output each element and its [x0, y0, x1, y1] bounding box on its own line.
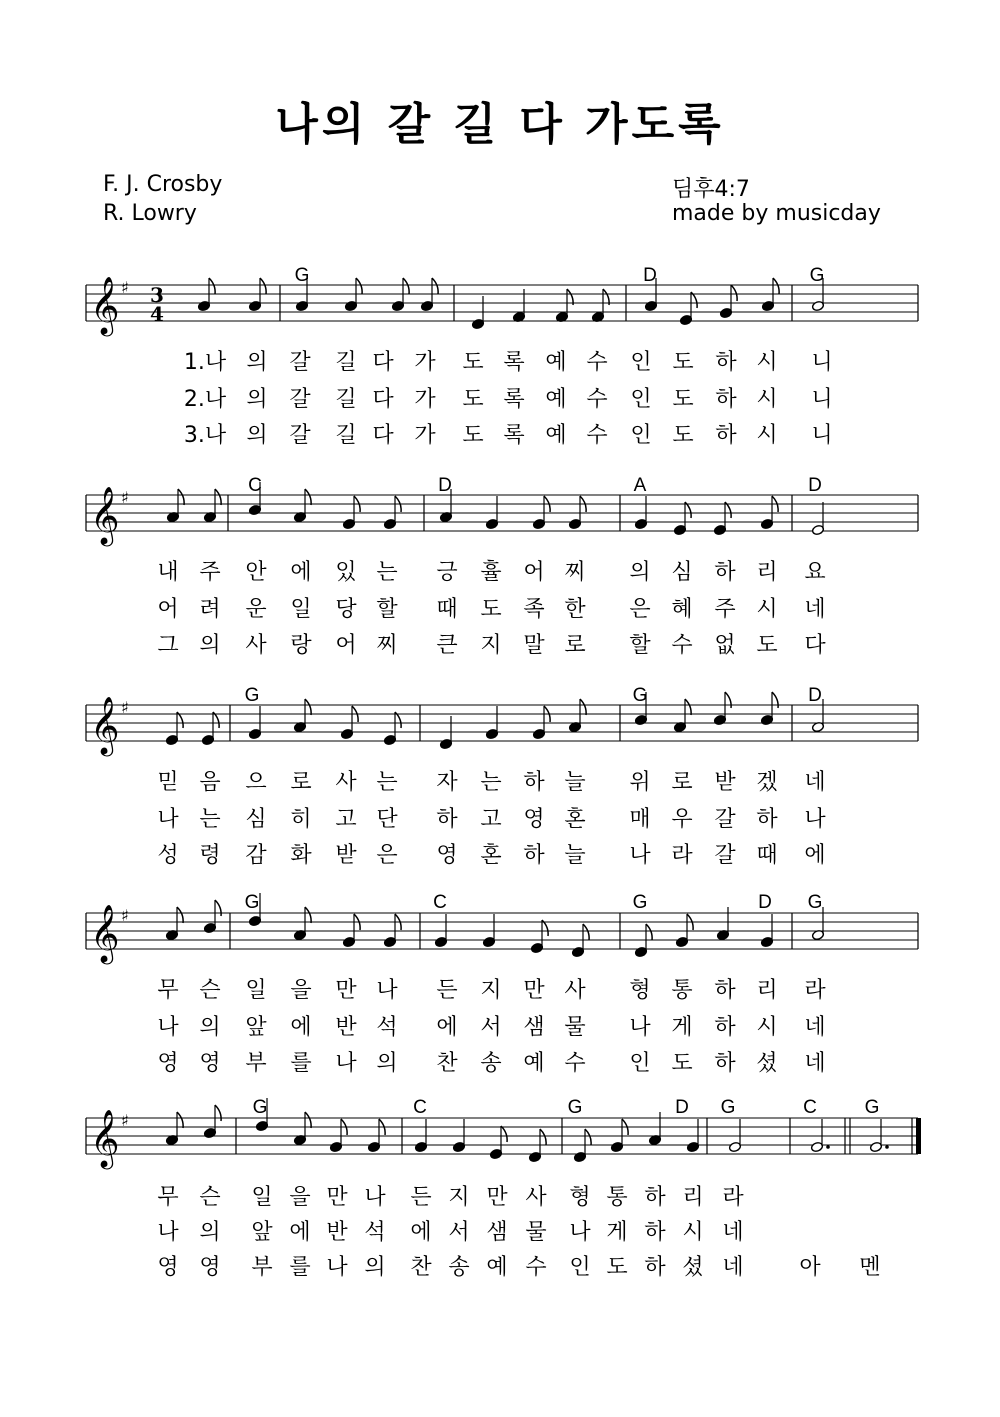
- lyric-syllable: 수: [586, 387, 608, 412]
- lyric-syllable: 영: [199, 1051, 221, 1076]
- lyric-syllable: 우: [671, 807, 693, 832]
- lyric-syllable: 그: [157, 633, 179, 658]
- chord-symbol: G: [252, 1097, 268, 1118]
- lyric-syllable: 영: [436, 843, 458, 868]
- lyric-syllable: 나: [376, 978, 398, 1003]
- lyric-syllable: 석: [376, 1015, 398, 1040]
- lyric-syllable: 하: [715, 423, 737, 448]
- lyric-syllable: 하: [644, 1255, 666, 1280]
- lyric-syllable: 의: [199, 1015, 221, 1040]
- lyric-syllable: 어: [523, 560, 545, 585]
- lyric-syllable: 위: [629, 770, 651, 795]
- lyric-syllable: 하: [756, 807, 778, 832]
- lyric-syllable: 도: [462, 423, 484, 448]
- lyric-syllable: 에: [804, 843, 826, 868]
- lyric-syllable: 가: [414, 423, 436, 448]
- composer-credit: R. Lowry: [103, 201, 197, 226]
- lyric-syllable: 는: [376, 770, 398, 795]
- lyric-syllable: 2.나: [183, 387, 227, 412]
- lyric-syllable: 긍: [436, 560, 458, 585]
- lyric-syllable: 심: [671, 560, 693, 585]
- lyric-syllable: 한: [564, 597, 586, 622]
- lyric-syllable: 찬: [410, 1255, 432, 1280]
- lyric-syllable: 시: [756, 350, 778, 375]
- lyric-syllable: 앞: [245, 1015, 267, 1040]
- lyric-syllable: 로: [671, 770, 693, 795]
- lyric-syllable: 반: [326, 1220, 348, 1245]
- lyric-syllable: 네: [804, 597, 826, 622]
- lyric-syllable: 도: [462, 387, 484, 412]
- lyric-syllable: 갈: [714, 843, 736, 868]
- lyric-syllable: 당: [335, 597, 357, 622]
- lyric-syllable: 의: [376, 1051, 398, 1076]
- lyric-syllable: 늘: [564, 843, 586, 868]
- lyric-syllable: 셨: [756, 1051, 778, 1076]
- lyric-syllable: 시: [756, 423, 778, 448]
- arranger-credit: made by musicday: [672, 201, 881, 226]
- lyric-syllable: 하: [714, 560, 736, 585]
- lyric-syllable: 주: [714, 597, 736, 622]
- lyric-syllable: 에: [436, 1015, 458, 1040]
- lyric-syllable: 도: [462, 350, 484, 375]
- lyric-syllable: 나: [804, 807, 826, 832]
- lyric-syllable: 일: [245, 978, 267, 1003]
- lyric-syllable: 로: [290, 770, 312, 795]
- lyric-syllable: 운: [245, 597, 267, 622]
- lyric-syllable: 게: [671, 1015, 693, 1040]
- lyric-syllable: 지: [448, 1185, 470, 1210]
- lyric-syllable: 만: [523, 978, 545, 1003]
- chord-symbol: D: [808, 685, 822, 706]
- lyric-syllable: 앞: [251, 1220, 273, 1245]
- lyric-syllable: 의: [199, 1220, 221, 1245]
- lyric-syllable: 에: [410, 1220, 432, 1245]
- chord-symbol: D: [758, 892, 772, 913]
- lyric-syllable: 물: [525, 1220, 547, 1245]
- lyric-syllable: 에: [290, 1015, 312, 1040]
- lyric-syllable: 휼: [480, 560, 502, 585]
- lyric-syllable: 은: [629, 597, 651, 622]
- note: [293, 1112, 311, 1146]
- lyric-syllable: 겠: [756, 770, 778, 795]
- lyric-syllable: 인: [569, 1255, 591, 1280]
- lyric-syllable: 영: [199, 1255, 221, 1280]
- note: [648, 1112, 661, 1146]
- lyric-syllable: 수: [525, 1255, 547, 1280]
- lyric-syllable: 할: [629, 633, 651, 658]
- lyric-syllable: 석: [364, 1220, 386, 1245]
- lyric-syllable: 고: [335, 807, 357, 832]
- lyric-syllable: 샘: [486, 1220, 508, 1245]
- lyric-syllable: 고: [480, 807, 502, 832]
- lyric-syllable: 나: [569, 1220, 591, 1245]
- lyric-syllable: 수: [564, 1051, 586, 1076]
- lyric-syllable: 찌: [376, 633, 398, 658]
- lyric-syllable: 갈: [289, 423, 311, 448]
- lyric-syllable: 받: [335, 843, 357, 868]
- lyric-syllable: 예: [545, 387, 567, 412]
- lyric-syllable: 만: [486, 1185, 508, 1210]
- lyric-syllable: 자: [436, 770, 458, 795]
- lyric-syllable: 혼: [480, 843, 502, 868]
- time-signature-top: 3: [150, 283, 164, 307]
- note: [165, 1112, 183, 1146]
- lyric-syllable: 아: [799, 1255, 821, 1280]
- lyric-syllable: 송: [480, 1051, 502, 1076]
- chord-symbol: G: [244, 892, 260, 913]
- lyric-syllable: 리: [756, 560, 778, 585]
- lyric-syllable: 라: [804, 978, 826, 1003]
- lyric-syllable: 의: [629, 560, 651, 585]
- page-title: 나의 갈 길 다 가도록: [275, 99, 725, 150]
- lyric-syllable: 수: [671, 633, 693, 658]
- chord-symbol: G: [720, 1097, 736, 1118]
- lyric-syllable: 하: [644, 1185, 666, 1210]
- note: [573, 1129, 591, 1163]
- lyric-syllable: 사: [525, 1185, 547, 1210]
- lyric-syllable: 갈: [289, 350, 311, 375]
- lyric-syllable: 1.나: [183, 350, 227, 375]
- lyric-syllable: 내: [157, 560, 179, 585]
- lyricist-credit: F. J. Crosby: [103, 172, 223, 197]
- lyric-syllable: 무: [157, 1185, 179, 1210]
- lyric-syllable: 매: [629, 807, 651, 832]
- lyric-syllable: 로: [564, 633, 586, 658]
- lyric-syllable: 하: [523, 843, 545, 868]
- lyric-syllable: 리: [756, 978, 778, 1003]
- sharp-icon: ♯: [121, 698, 129, 717]
- lyric-syllable: 든: [410, 1185, 432, 1210]
- lyric-syllable: 감: [245, 843, 267, 868]
- lyric-syllable: 하: [714, 1015, 736, 1040]
- lyric-syllable: 록: [503, 350, 525, 375]
- lyric-syllable: 네: [804, 1015, 826, 1040]
- sharp-icon: ♯: [121, 488, 129, 507]
- lyric-syllable: 하: [644, 1220, 666, 1245]
- lyric-syllable: 랑: [290, 633, 312, 658]
- lyric-syllable: 인: [629, 1051, 651, 1076]
- chord-symbol: D: [675, 1097, 689, 1118]
- sharp-icon: ♯: [121, 278, 129, 297]
- lyric-syllable: 3.나: [183, 423, 227, 448]
- lyric-syllable: 갈: [289, 387, 311, 412]
- lyric-syllable: 를: [289, 1255, 311, 1280]
- lyric-syllable: 어: [335, 633, 357, 658]
- lyric-syllable: 길: [335, 387, 357, 412]
- chord-symbol: G: [809, 265, 825, 286]
- lyric-syllable: 찬: [436, 1051, 458, 1076]
- lyric-syllable: 히: [290, 807, 312, 832]
- lyric-syllable: 예: [545, 350, 567, 375]
- lyric-syllable: 지: [480, 978, 502, 1003]
- chord-symbol: A: [633, 475, 647, 496]
- lyric-syllable: 시: [756, 597, 778, 622]
- lyric-syllable: 도: [672, 387, 694, 412]
- lyric-syllable: 도: [480, 597, 502, 622]
- chord-symbol: G: [632, 892, 648, 913]
- treble-clef-icon: 𝄞: [90, 696, 120, 754]
- lyric-syllable: 는: [376, 560, 398, 585]
- lyric-syllable: 나: [326, 1255, 348, 1280]
- lyric-syllable: 샘: [523, 1015, 545, 1040]
- lyric-syllable: 다: [372, 350, 394, 375]
- lyric-syllable: 슨: [199, 1185, 221, 1210]
- chord-symbol: C: [248, 475, 262, 496]
- lyric-syllable: 화: [290, 843, 312, 868]
- lyric-syllable: 나: [157, 807, 179, 832]
- lyric-syllable: 는: [199, 807, 221, 832]
- lyric-syllable: 길: [335, 423, 357, 448]
- lyric-syllable: 받: [714, 770, 736, 795]
- lyric-syllable: 족: [523, 597, 545, 622]
- treble-clef-icon: 𝄞: [90, 904, 120, 962]
- chord-symbol: C: [803, 1097, 817, 1118]
- lyric-syllable: 반: [335, 1015, 357, 1040]
- chord-symbol: G: [864, 1097, 880, 1118]
- treble-clef-icon: 𝄞: [90, 486, 120, 544]
- lyric-syllable: 사: [564, 978, 586, 1003]
- chord-symbol: C: [413, 1097, 427, 1118]
- lyric-syllable: 때: [756, 843, 778, 868]
- lyric-syllable: 없: [714, 633, 736, 658]
- scripture-reference: 딤후4:7: [672, 177, 750, 202]
- lyric-syllable: 의: [246, 350, 268, 375]
- lyric-syllable: 영: [523, 807, 545, 832]
- sharp-icon: ♯: [121, 1111, 129, 1130]
- lyric-syllable: 찌: [564, 560, 586, 585]
- lyric-syllable: 부: [251, 1255, 273, 1280]
- lyric-syllable: 주: [199, 560, 221, 585]
- lyric-syllable: 길: [335, 350, 357, 375]
- chord-symbol: G: [632, 685, 648, 706]
- lyric-syllable: 네: [804, 770, 826, 795]
- lyric-syllable: 혼: [564, 807, 586, 832]
- lyric-syllable: 인: [630, 350, 652, 375]
- lyric-syllable: 시: [682, 1220, 704, 1245]
- chord-symbol: G: [244, 685, 260, 706]
- lyric-syllable: 인: [630, 387, 652, 412]
- lyric-syllable: 단: [376, 807, 398, 832]
- chord-symbol: G: [567, 1097, 583, 1118]
- lyric-syllable: 는: [480, 770, 502, 795]
- lyric-syllable: 려: [199, 597, 221, 622]
- chord-symbol: G: [807, 892, 823, 913]
- lyric-syllable: 만: [335, 978, 357, 1003]
- treble-clef-icon: 𝄞: [90, 276, 120, 334]
- lyric-syllable: 의: [364, 1255, 386, 1280]
- lyric-syllable: 하: [714, 1051, 736, 1076]
- lyric-syllable: 예: [545, 423, 567, 448]
- lyric-syllable: 의: [246, 423, 268, 448]
- lyric-syllable: 예: [523, 1051, 545, 1076]
- lyric-syllable: 하: [436, 807, 458, 832]
- lyric-syllable: 일: [251, 1185, 273, 1210]
- chord-symbol: D: [643, 265, 657, 286]
- lyric-syllable: 만: [326, 1185, 348, 1210]
- lyric-syllable: 도: [672, 350, 694, 375]
- note: [489, 1126, 507, 1160]
- lyric-syllable: 시: [756, 387, 778, 412]
- lyric-syllable: 말: [523, 633, 545, 658]
- lyric-syllable: 게: [606, 1220, 628, 1245]
- lyric-syllable: 성: [157, 843, 179, 868]
- sharp-icon: ♯: [121, 906, 129, 925]
- lyric-syllable: 형: [629, 978, 651, 1003]
- lyric-syllable: 나: [629, 1015, 651, 1040]
- lyric-syllable: 지: [480, 633, 502, 658]
- note: [203, 1105, 221, 1139]
- lyric-syllable: 나: [157, 1220, 179, 1245]
- lyric-syllable: 혜: [671, 597, 693, 622]
- lyric-syllable: 네: [722, 1220, 744, 1245]
- lyric-syllable: 늘: [564, 770, 586, 795]
- chord-symbol: D: [438, 475, 452, 496]
- lyric-syllable: 가: [414, 350, 436, 375]
- lyric-syllable: 갈: [714, 807, 736, 832]
- lyric-syllable: 은: [376, 843, 398, 868]
- lyric-syllable: 을: [289, 1185, 311, 1210]
- lyric-syllable: 큰: [436, 633, 458, 658]
- chord-symbol: C: [433, 892, 447, 913]
- lyric-syllable: 하: [523, 770, 545, 795]
- lyric-syllable: 라: [671, 843, 693, 868]
- chord-symbol: D: [808, 475, 822, 496]
- lyric-syllable: 안: [245, 560, 267, 585]
- lyric-syllable: 물: [564, 1015, 586, 1040]
- lyric-syllable: 도: [756, 633, 778, 658]
- lyric-syllable: 록: [503, 423, 525, 448]
- lyric-syllable: 하: [715, 350, 737, 375]
- lyric-syllable: 사: [335, 770, 357, 795]
- lyric-syllable: 다: [372, 423, 394, 448]
- lyric-syllable: 령: [199, 843, 221, 868]
- lyric-syllable: 니: [811, 350, 833, 375]
- lyric-syllable: 요: [804, 560, 826, 585]
- lyric-syllable: 영: [157, 1051, 179, 1076]
- lyric-syllable: 니: [811, 387, 833, 412]
- lyric-syllable: 록: [503, 387, 525, 412]
- lyric-syllable: 심: [245, 807, 267, 832]
- time-signature-bottom: 4: [150, 302, 164, 326]
- lyric-syllable: 나: [335, 1051, 357, 1076]
- lyric-syllable: 무: [157, 978, 179, 1003]
- lyric-syllable: 의: [246, 387, 268, 412]
- lyric-syllable: 나: [364, 1185, 386, 1210]
- lyric-syllable: 슨: [199, 978, 221, 1003]
- lyric-syllable: 영: [157, 1255, 179, 1280]
- lyric-syllable: 가: [414, 387, 436, 412]
- lyric-syllable: 나: [157, 1015, 179, 1040]
- lyric-syllable: 네: [804, 1051, 826, 1076]
- lyric-syllable: 에: [290, 560, 312, 585]
- note: [528, 1129, 546, 1163]
- lyric-syllable: 의: [199, 633, 221, 658]
- final-barline-thick: [916, 1118, 921, 1154]
- chord-symbol: G: [294, 265, 310, 286]
- lyric-syllable: 멘: [859, 1255, 881, 1280]
- lyric-syllable: 형: [569, 1185, 591, 1210]
- lyric-syllable: 든: [436, 978, 458, 1003]
- lyric-syllable: 통: [671, 978, 693, 1003]
- lyric-syllable: 믿: [157, 770, 179, 795]
- lyric-syllable: 셨: [682, 1255, 704, 1280]
- lyric-syllable: 다: [372, 387, 394, 412]
- lyric-syllable: 도: [606, 1255, 628, 1280]
- lyric-syllable: 예: [486, 1255, 508, 1280]
- lyric-syllable: 으: [245, 770, 267, 795]
- treble-clef-icon: 𝄞: [90, 1109, 120, 1167]
- lyric-syllable: 다: [804, 633, 826, 658]
- lyric-syllable: 사: [245, 633, 267, 658]
- lyric-syllable: 도: [672, 423, 694, 448]
- lyric-syllable: 나: [629, 843, 651, 868]
- lyric-syllable: 통: [606, 1185, 628, 1210]
- lyric-syllable: 인: [630, 423, 652, 448]
- lyric-syllable: 을: [290, 978, 312, 1003]
- lyric-syllable: 있: [335, 560, 357, 585]
- lyric-syllable: 시: [756, 1015, 778, 1040]
- lyric-syllable: 리: [682, 1185, 704, 1210]
- lyric-syllable: 음: [199, 770, 221, 795]
- lyric-syllable: 부: [245, 1051, 267, 1076]
- lyric-syllable: 서: [480, 1015, 502, 1040]
- lyric-syllable: 네: [722, 1255, 744, 1280]
- lyric-syllable: 어: [157, 597, 179, 622]
- lyric-syllable: 일: [290, 597, 312, 622]
- lyric-syllable: 할: [376, 597, 398, 622]
- lyric-syllable: 수: [586, 350, 608, 375]
- lyric-syllable: 라: [722, 1185, 744, 1210]
- lyric-syllable: 때: [436, 597, 458, 622]
- lyric-syllable: 하: [715, 387, 737, 412]
- lyric-syllable: 니: [811, 423, 833, 448]
- lyric-syllable: 에: [289, 1220, 311, 1245]
- lyric-syllable: 송: [448, 1255, 470, 1280]
- lyric-syllable: 서: [448, 1220, 470, 1245]
- lyric-syllable: 하: [714, 978, 736, 1003]
- lyric-syllable: 를: [290, 1051, 312, 1076]
- lyric-syllable: 수: [586, 423, 608, 448]
- lyric-syllable: 도: [671, 1051, 693, 1076]
